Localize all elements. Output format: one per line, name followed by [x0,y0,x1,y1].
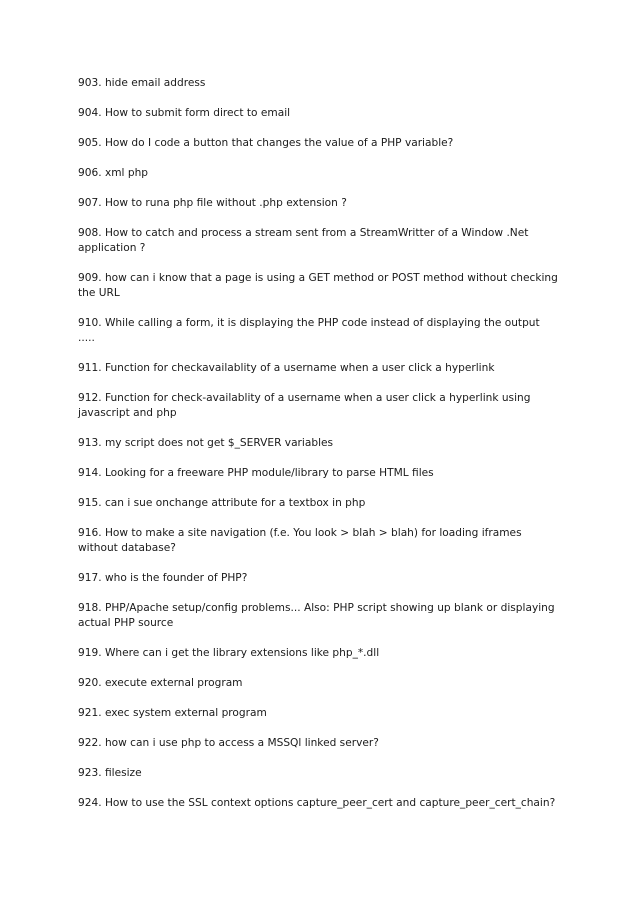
list-item: 924. How to use the SSL context options capture_peer_cert and capture_peer_cert_chain? [78,797,556,809]
list-item: 913. my script does not get $_SERVER variables [78,437,334,449]
list-item: 919. Where can i get the library extensions like php_*.dll [78,647,380,659]
list-item: 909. how can i know that a page is using a GET method or POST method without checking the URL [78,272,558,299]
list-item: 916. How to make a site navigation (f.e. You look > blah > blah) for loading iframes without database? [78,527,522,554]
list-item: 910. While calling a form, it is displaying the PHP code instead of displaying the output ..... [78,317,540,344]
list-item: 921. exec system external program [78,707,267,719]
list-item: 918. PHP/Apache setup/config problems... Also: PHP script showing up blank or displaying actual PHP source [78,602,555,629]
list-item: 904. How to submit form direct to email [78,107,291,119]
list-item: 912. Function for check-availablity of a username when a user click a hyperlink using javascript and php [78,392,531,419]
list-item: 920. execute external program [78,677,243,689]
list-item: 914. Looking for a freeware PHP module/library to parse HTML files [78,467,434,479]
question-list [78,76,558,826]
list-item: 915. can i sue onchange attribute for a textbox in php [78,497,366,509]
list-item: 903. hide email address [78,77,206,89]
list-item: 917. who is the founder of PHP? [78,572,248,584]
list-item: 911. Function for checkavailablity of a username when a user click a hyperlink [78,362,495,374]
list-item: 905. How do I code a button that changes the value of a PHP variable? [78,137,454,149]
list-item: 923. filesize [78,767,142,779]
list-item: 907. How to runa php file without .php extension ? [78,197,347,209]
list-item: 906. xml php [78,167,149,179]
list-item: 922. how can i use php to access a MSSQl linked server? [78,737,379,749]
list-item: 908. How to catch and process a stream sent from a StreamWritter of a Window .Net application ? [78,227,529,254]
